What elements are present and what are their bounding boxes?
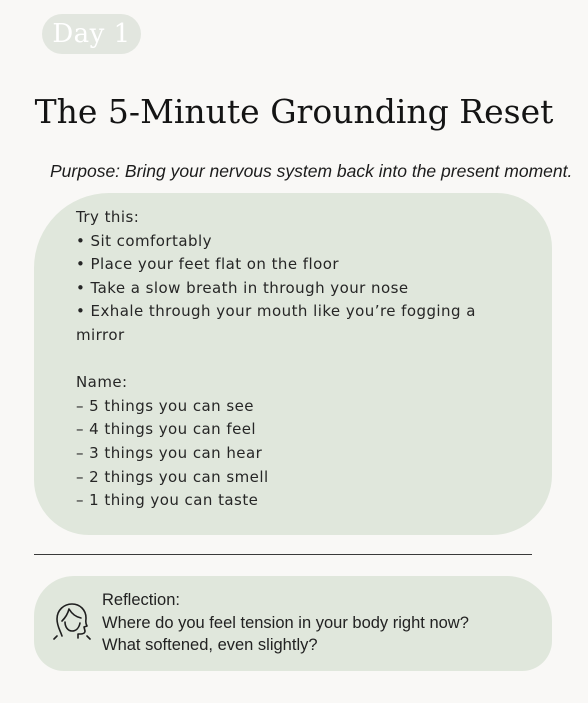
spacer (76, 348, 536, 372)
try-heading: Try this: (76, 208, 140, 226)
head-profile-icon (53, 600, 91, 640)
practice-instructions (76, 206, 536, 513)
sense-item: – 3 things you can hear (76, 443, 263, 462)
sense-item: – 1 thing you can taste (76, 491, 259, 510)
sense-item: – 5 things you can see (76, 396, 254, 415)
section-divider (34, 554, 532, 555)
reflection-question: Where do you feel tension in your body right now? (102, 613, 469, 632)
reflection-text (102, 589, 542, 657)
step-item-continuation: mirror (76, 325, 125, 344)
reflection-question: What softened, even slightly? (102, 636, 318, 654)
step-item: • Exhale through your mouth like you’re fogging a (76, 302, 476, 321)
sense-item: – 4 things you can feel (76, 420, 257, 439)
name-heading: Name: (76, 373, 128, 392)
reflection-heading: Reflection: (102, 591, 180, 609)
step-item: • Take a slow breath in through your nose (76, 278, 409, 297)
page-title: The 5-Minute Grounding Reset (34, 92, 554, 131)
day-badge: Day 1 (42, 14, 141, 54)
purpose-text: Purpose: Bring your nervous system back into the present moment. (50, 161, 573, 181)
sense-item: – 2 things you can smell (76, 467, 269, 486)
step-item: • Place your feet flat on the floor (76, 255, 339, 274)
step-item: • Sit comfortably (76, 231, 212, 250)
